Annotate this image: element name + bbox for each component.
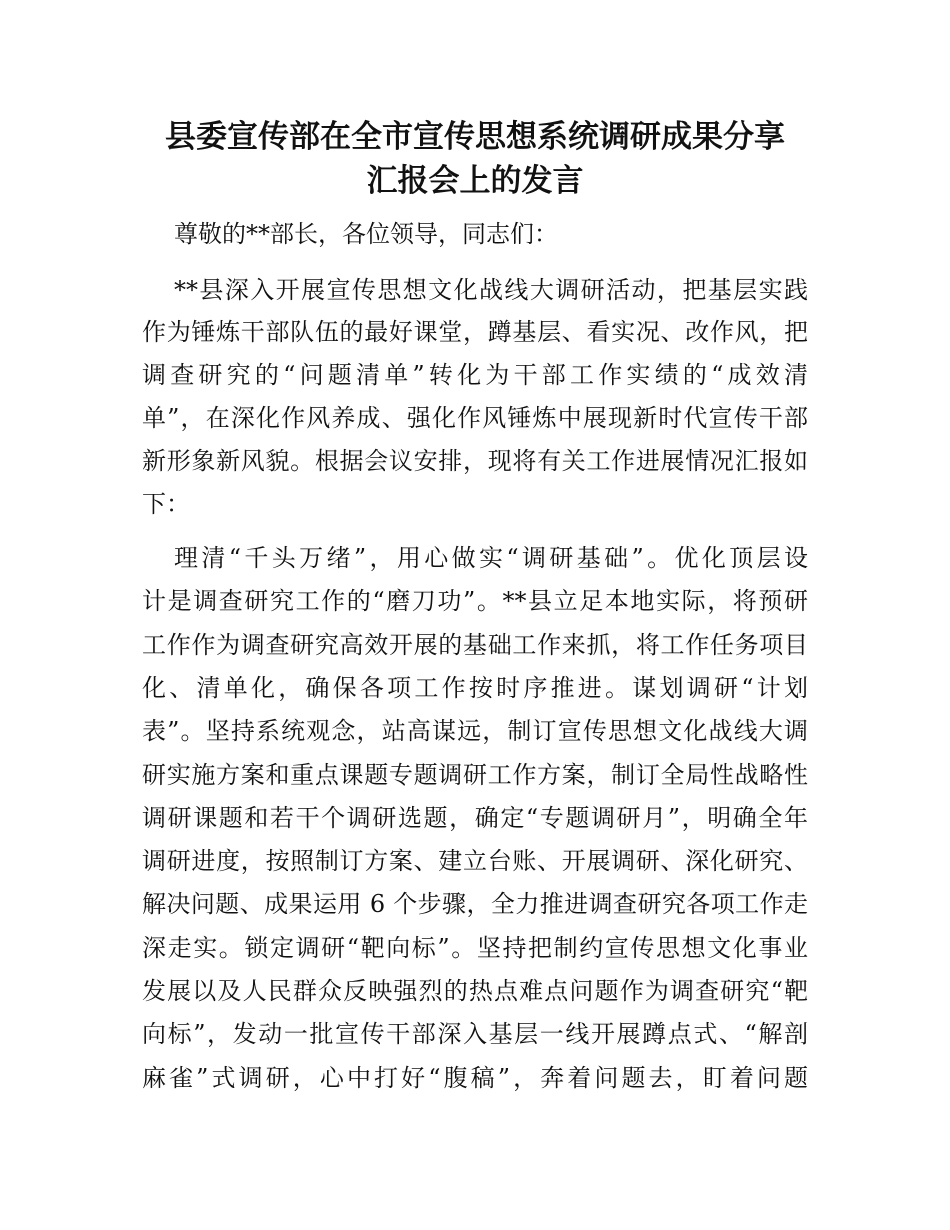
- paragraph-2-line: 调研课题和若干个调研选题，确定“专题调研月”，明确全年: [142, 804, 808, 832]
- paragraph-2-line: 工作作为调查研究高效开展的基础工作来抓，将工作任务项目: [142, 631, 808, 659]
- paragraph-1-line: 下：: [142, 490, 190, 518]
- paragraph-1-line: **县深入开展宣传思想文化战线大调研活动，把基层实践: [174, 276, 808, 304]
- paragraph-2-line: 研实施方案和重点课题专题调研工作方案，制订全局性战略性: [142, 761, 808, 789]
- paragraph-1-line: 单”，在深化作风养成、强化作风锤炼中展现新时代宣传干部: [142, 404, 808, 432]
- paragraph-2-line: 深走实。锁定调研“靶向标”。坚持把制约宣传思想文化事业: [142, 934, 808, 962]
- paragraph-1-line: 调查研究的“问题清单”转化为干部工作实绩的“成效清: [142, 361, 808, 389]
- document-title-line-2: 汇报会上的发言: [366, 163, 584, 199]
- paragraph-2-line: 向标”，发动一批宣传干部深入基层一线开展蹲点式、“解剖: [142, 1020, 808, 1048]
- paragraph-1-line: 新形象新风貌。根据会议安排，现将有关工作进展情况汇报如: [142, 447, 808, 475]
- paragraph-2-line: 麻雀”式调研，心中打好“腹稿”，奔着问题去，盯着问题: [142, 1064, 808, 1092]
- salutation: 尊敬的**部长，各位领导，同志们：: [174, 220, 558, 248]
- paragraph-2-line: 调研进度，按照制订方案、建立台账、开展调研、深化研究、: [142, 847, 808, 875]
- paragraph-2-line: 解决问题、成果运用 6 个步骤，全力推进调查研究各项工作走: [142, 890, 808, 918]
- paragraph-1-line: 作为锤炼干部队伍的最好课堂，蹲基层、看实况、改作风，把: [142, 318, 808, 346]
- paragraph-2-line: 表”。坚持系统观念，站高谋远，制订宣传思想文化战线大调: [142, 717, 808, 745]
- paragraph-2-line: 发展以及人民群众反映强烈的热点难点问题作为调查研究“靶: [142, 977, 808, 1005]
- paragraph-2-line: 理清“千头万绪”，用心做实“调研基础”。优化顶层设: [174, 544, 808, 572]
- document-title-line-1: 县委宣传部在全市宣传思想系统调研成果分享: [165, 119, 785, 155]
- paragraph-2-line: 化、清单化，确保各项工作按时序推进。谋划调研“计划: [142, 674, 808, 702]
- paragraph-2-line: 计是调查研究工作的“磨刀功”。**县立足本地实际，将预研: [142, 587, 808, 615]
